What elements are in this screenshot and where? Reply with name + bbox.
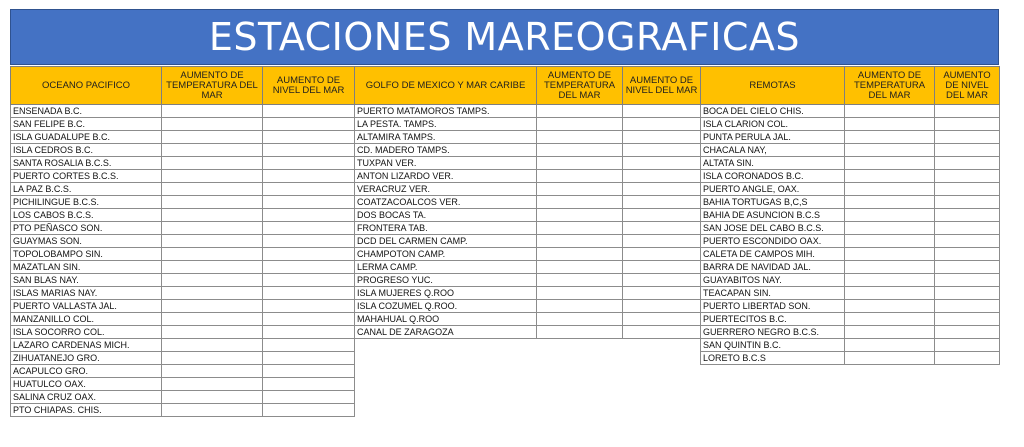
table-row (355, 209, 701, 222)
table-row (701, 170, 1000, 183)
temperature-cell (162, 352, 263, 365)
temperature-cell (845, 313, 935, 326)
temperature-cell (537, 287, 623, 300)
temperature-cell (845, 170, 935, 183)
table-row (701, 339, 1000, 352)
sea-level-cell (263, 105, 355, 118)
station-name: ISLA COZUMEL Q.ROO. (355, 300, 537, 313)
station-name: LERMA CAMP. (355, 261, 537, 274)
temperature-cell (845, 105, 935, 118)
temperature-cell (537, 274, 623, 287)
table-row (11, 313, 355, 326)
station-name: SAN FELIPE B.C. (11, 118, 162, 131)
table-row (355, 157, 701, 170)
temperature-cell (162, 131, 263, 144)
temperature-cell (537, 118, 623, 131)
station-name: BAHIA DE ASUNCION B.C.S (701, 209, 845, 222)
station-name: MAHAHUAL Q.ROO (355, 313, 537, 326)
station-name: TUXPAN VER. (355, 157, 537, 170)
table-row (355, 144, 701, 157)
station-name: SAN JOSE DEL CABO B.C.S. (701, 222, 845, 235)
temperature-cell (537, 105, 623, 118)
temperature-cell (162, 235, 263, 248)
temperature-cell (162, 248, 263, 261)
table-row (701, 183, 1000, 196)
sea-level-cell (623, 118, 701, 131)
sea-level-cell (935, 144, 1000, 157)
station-name: GUAYABITOS NAY. (701, 274, 845, 287)
station-name: PROGRESO YUC. (355, 274, 537, 287)
sea-level-cell (935, 261, 1000, 274)
station-name: ISLA CORONADOS B.C. (701, 170, 845, 183)
header-station-name: GOLFO DE MEXICO Y MAR CARIBE (355, 67, 537, 105)
table-row (701, 326, 1000, 339)
temperature-cell (537, 170, 623, 183)
table-row (11, 183, 355, 196)
station-name: SAN BLAS NAY. (11, 274, 162, 287)
sea-level-cell (623, 105, 701, 118)
table-row (11, 339, 355, 352)
temperature-cell (845, 248, 935, 261)
table-row (701, 274, 1000, 287)
table-oceano-pacifico (10, 66, 355, 417)
table-row (701, 352, 1000, 365)
station-name: DOS BOCAS TA. (355, 209, 537, 222)
temperature-cell (845, 235, 935, 248)
sea-level-cell (623, 300, 701, 313)
temperature-cell (162, 170, 263, 183)
table-row (355, 183, 701, 196)
station-name: TOPOLOBAMPO SIN. (11, 248, 162, 261)
sea-level-cell (935, 170, 1000, 183)
station-name: CANAL DE ZARAGOZA (355, 326, 537, 339)
sea-level-cell (935, 352, 1000, 365)
table-row (355, 287, 701, 300)
station-name: MAZATLAN SIN. (11, 261, 162, 274)
sea-level-cell (263, 326, 355, 339)
sea-level-cell (263, 287, 355, 300)
station-name: ACAPULCO GRO. (11, 365, 162, 378)
header-sea-level: AUMENTO DE NIVEL DEL MAR (623, 67, 701, 105)
table-row (701, 300, 1000, 313)
station-name: LA PAZ B.C.S. (11, 183, 162, 196)
header-station-name: REMOTAS (701, 67, 845, 105)
temperature-cell (537, 222, 623, 235)
sea-level-cell (263, 391, 355, 404)
table-row (701, 105, 1000, 118)
sea-level-cell (935, 196, 1000, 209)
station-name: MANZANILLO COL. (11, 313, 162, 326)
sea-level-cell (263, 157, 355, 170)
table-row (355, 248, 701, 261)
station-name: PICHILINGUE B.C.S. (11, 196, 162, 209)
temperature-cell (845, 326, 935, 339)
table-row (11, 170, 355, 183)
station-name: HUATULCO OAX. (11, 378, 162, 391)
table-row (355, 118, 701, 131)
table-row (11, 352, 355, 365)
sea-level-cell (263, 170, 355, 183)
station-name: LORETO B.C.S (701, 352, 845, 365)
table-row (701, 144, 1000, 157)
temperature-cell (845, 352, 935, 365)
temperature-cell (845, 261, 935, 274)
table-row (11, 144, 355, 157)
header-temperature: AUMENTO DE TEMPERATURA DEL MAR (537, 67, 623, 105)
station-name: PTO CHIAPAS. CHIS. (11, 404, 162, 417)
table-row (11, 326, 355, 339)
station-name: ALTAMIRA TAMPS. (355, 131, 537, 144)
station-name: ISLA CLARION COL. (701, 118, 845, 131)
temperature-cell (845, 183, 935, 196)
station-name: PUERTO LIBERTAD SON. (701, 300, 845, 313)
table-row (701, 235, 1000, 248)
station-name: ISLA GUADALUPE B.C. (11, 131, 162, 144)
temperature-cell (162, 209, 263, 222)
table-row (11, 118, 355, 131)
station-name: PTO PEÑASCO SON. (11, 222, 162, 235)
header-sea-level: AUMENTO DE NIVEL DEL MAR (935, 67, 1000, 105)
station-name: SALINA CRUZ OAX. (11, 391, 162, 404)
sea-level-cell (263, 235, 355, 248)
table-row (701, 157, 1000, 170)
station-name: PUERTECITOS B.C. (701, 313, 845, 326)
sea-level-cell (935, 248, 1000, 261)
table-row (11, 222, 355, 235)
table-row (701, 131, 1000, 144)
station-name: TEACAPAN SIN. (701, 287, 845, 300)
table-row (11, 261, 355, 274)
temperature-cell (162, 391, 263, 404)
station-name: ISLA SOCORRO COL. (11, 326, 162, 339)
table-row (11, 274, 355, 287)
sea-level-cell (623, 274, 701, 287)
station-name: PUERTO VALLASTA JAL. (11, 300, 162, 313)
sea-level-cell (263, 365, 355, 378)
sea-level-cell (935, 183, 1000, 196)
table-row (355, 313, 701, 326)
station-name: CD. MADERO TAMPS. (355, 144, 537, 157)
sea-level-cell (263, 261, 355, 274)
header-station-name: OCEANO PACIFICO (11, 67, 162, 105)
station-name: LAZARO CARDENAS MICH. (11, 339, 162, 352)
temperature-cell (845, 131, 935, 144)
temperature-cell (845, 118, 935, 131)
station-name: LA PESTA. TAMPS. (355, 118, 537, 131)
table-row (11, 131, 355, 144)
sea-level-cell (623, 326, 701, 339)
page-title: ESTACIONES MAREOGRAFICAS (10, 9, 999, 65)
table-golfo-mexico-caribe (354, 66, 701, 339)
table-row (701, 313, 1000, 326)
sea-level-cell (935, 313, 1000, 326)
station-name: ISLA CEDROS B.C. (11, 144, 162, 157)
temperature-cell (162, 378, 263, 391)
station-name: VERACRUZ VER. (355, 183, 537, 196)
sea-level-cell (935, 105, 1000, 118)
sea-level-cell (263, 131, 355, 144)
sea-level-cell (935, 287, 1000, 300)
temperature-cell (537, 313, 623, 326)
sea-level-cell (623, 131, 701, 144)
temperature-cell (162, 183, 263, 196)
table-row (701, 196, 1000, 209)
table-row (701, 222, 1000, 235)
temperature-cell (537, 131, 623, 144)
table-row (11, 248, 355, 261)
temperature-cell (537, 300, 623, 313)
sea-level-cell (263, 118, 355, 131)
station-name: PUERTO ANGLE, OAX. (701, 183, 845, 196)
station-name: ZIHUATANEJO GRO. (11, 352, 162, 365)
temperature-cell (537, 326, 623, 339)
header-sea-level: AUMENTO DE NIVEL DEL MAR (263, 67, 355, 105)
temperature-cell (845, 157, 935, 170)
temperature-cell (537, 183, 623, 196)
temperature-cell (162, 287, 263, 300)
table-row (355, 196, 701, 209)
station-name: PUERTO CORTES B.C.S. (11, 170, 162, 183)
sea-level-cell (935, 235, 1000, 248)
table-row (11, 378, 355, 391)
station-name: PUERTO ESCONDIDO OAX. (701, 235, 845, 248)
sea-level-cell (263, 404, 355, 417)
station-name: CHACALA NAY, (701, 144, 845, 157)
temperature-cell (537, 196, 623, 209)
table-row (355, 222, 701, 235)
sea-level-cell (935, 118, 1000, 131)
temperature-cell (162, 313, 263, 326)
temperature-cell (845, 196, 935, 209)
sea-level-cell (263, 209, 355, 222)
sea-level-cell (263, 274, 355, 287)
table-row (355, 235, 701, 248)
table-row (355, 326, 701, 339)
table-remotas (700, 66, 1000, 365)
station-name: CALETA DE CAMPOS MIH. (701, 248, 845, 261)
table-row (701, 209, 1000, 222)
station-name: SANTA ROSALIA B.C.S. (11, 157, 162, 170)
station-name: FRONTERA TAB. (355, 222, 537, 235)
temperature-cell (537, 209, 623, 222)
temperature-cell (162, 404, 263, 417)
sea-level-cell (263, 183, 355, 196)
sea-level-cell (263, 144, 355, 157)
station-name: ALTATA SIN. (701, 157, 845, 170)
temperature-cell (162, 326, 263, 339)
sea-level-cell (623, 170, 701, 183)
temperature-cell (845, 339, 935, 352)
sea-level-cell (935, 339, 1000, 352)
sea-level-cell (623, 287, 701, 300)
temperature-cell (845, 287, 935, 300)
table-row (701, 287, 1000, 300)
temperature-cell (537, 157, 623, 170)
sea-level-cell (935, 222, 1000, 235)
sea-level-cell (263, 352, 355, 365)
table-row (11, 157, 355, 170)
sea-level-cell (935, 326, 1000, 339)
station-name: ISLA MUJERES Q.ROO (355, 287, 537, 300)
header-temperature: AUMENTO DE TEMPERATURA DEL MAR (162, 67, 263, 105)
sea-level-cell (623, 248, 701, 261)
table-row (11, 196, 355, 209)
sea-level-cell (935, 274, 1000, 287)
station-name: BARRA DE NAVIDAD JAL. (701, 261, 845, 274)
table-row (11, 404, 355, 417)
temperature-cell (162, 144, 263, 157)
temperature-cell (162, 274, 263, 287)
sea-level-cell (623, 196, 701, 209)
station-name: PUERTO MATAMOROS TAMPS. (355, 105, 537, 118)
table-row (701, 248, 1000, 261)
table-row (355, 131, 701, 144)
temperature-cell (845, 144, 935, 157)
station-name: ANTON LIZARDO VER. (355, 170, 537, 183)
sea-level-cell (935, 157, 1000, 170)
station-name: SAN QUINTIN B.C. (701, 339, 845, 352)
temperature-cell (162, 157, 263, 170)
station-name: ISLAS MARIAS NAY. (11, 287, 162, 300)
station-name: DCD DEL CARMEN CAMP. (355, 235, 537, 248)
sea-level-cell (263, 248, 355, 261)
table-row (355, 105, 701, 118)
header-temperature: AUMENTO DE TEMPERATURA DEL MAR (845, 67, 935, 105)
temperature-cell (845, 300, 935, 313)
station-name: LOS CABOS B.C.S. (11, 209, 162, 222)
table-row (11, 287, 355, 300)
table-row (701, 261, 1000, 274)
table-row (11, 365, 355, 378)
table-row (355, 300, 701, 313)
sea-level-cell (623, 157, 701, 170)
temperature-cell (162, 105, 263, 118)
temperature-cell (845, 274, 935, 287)
temperature-cell (537, 261, 623, 274)
sea-level-cell (263, 196, 355, 209)
table-row (355, 170, 701, 183)
station-name: COATZACOALCOS VER. (355, 196, 537, 209)
temperature-cell (162, 365, 263, 378)
sea-level-cell (263, 300, 355, 313)
sea-level-cell (263, 222, 355, 235)
sea-level-cell (263, 378, 355, 391)
sea-level-cell (623, 209, 701, 222)
temperature-cell (537, 144, 623, 157)
sea-level-cell (935, 209, 1000, 222)
temperature-cell (845, 222, 935, 235)
sea-level-cell (263, 339, 355, 352)
temperature-cell (537, 248, 623, 261)
station-name: CHAMPOTON CAMP. (355, 248, 537, 261)
table-row (11, 209, 355, 222)
sea-level-cell (623, 183, 701, 196)
table-row (11, 235, 355, 248)
sea-level-cell (935, 300, 1000, 313)
sea-level-cell (623, 235, 701, 248)
temperature-cell (537, 235, 623, 248)
station-name: BAHIA TORTUGAS B,C,S (701, 196, 845, 209)
table-row (355, 261, 701, 274)
temperature-cell (162, 222, 263, 235)
sea-level-cell (623, 313, 701, 326)
temperature-cell (162, 339, 263, 352)
table-row (355, 274, 701, 287)
table-row (11, 391, 355, 404)
table-row (11, 105, 355, 118)
sea-level-cell (623, 261, 701, 274)
sea-level-cell (935, 131, 1000, 144)
temperature-cell (162, 261, 263, 274)
sea-level-cell (263, 313, 355, 326)
station-name: GUERRERO NEGRO B.C.S. (701, 326, 845, 339)
temperature-cell (162, 118, 263, 131)
temperature-cell (162, 196, 263, 209)
station-name: BOCA DEL CIELO CHIS. (701, 105, 845, 118)
station-name: GUAYMAS SON. (11, 235, 162, 248)
table-row (701, 118, 1000, 131)
temperature-cell (162, 300, 263, 313)
sea-level-cell (623, 144, 701, 157)
station-name: ENSENADA B.C. (11, 105, 162, 118)
sea-level-cell (623, 222, 701, 235)
table-row (11, 300, 355, 313)
temperature-cell (845, 209, 935, 222)
station-name: PUNTA PERULA JAL. (701, 131, 845, 144)
